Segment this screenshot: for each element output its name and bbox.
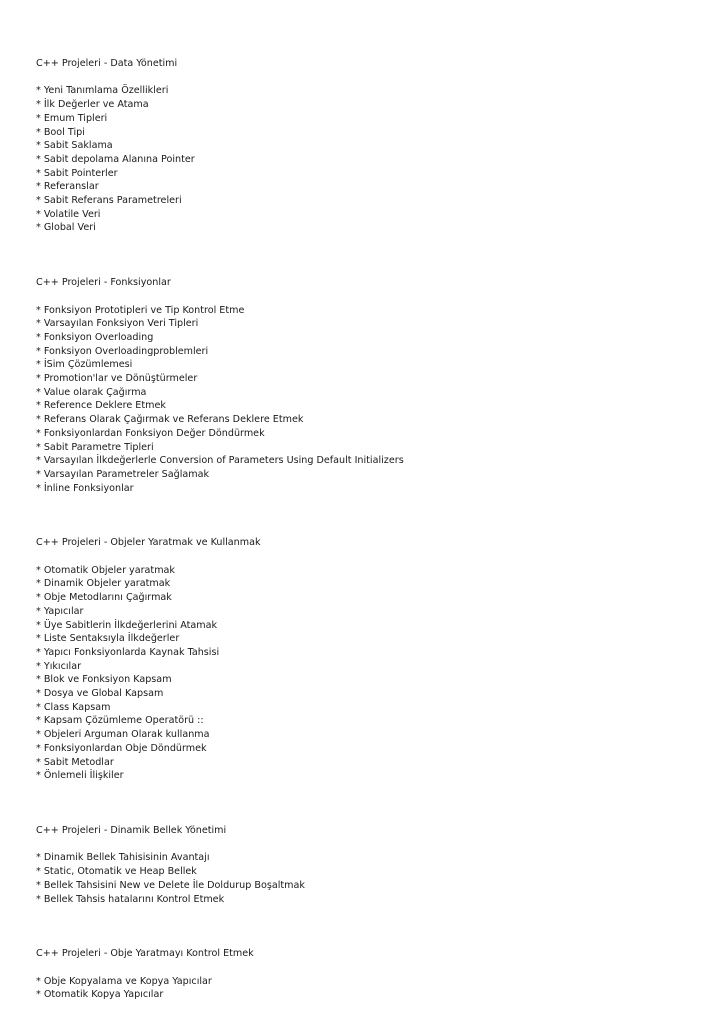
list-item: * Referanslar — [36, 181, 99, 193]
list-item: * Class Kapsam — [36, 701, 111, 713]
list-item: * Objeleri Arguman Olarak kullanma — [36, 729, 210, 741]
list-item: * Sabit depolama Alanına Pointer — [36, 153, 195, 165]
list-item: * Global Veri — [36, 222, 96, 234]
list-item: * Dinamik Objeler yaratmak — [36, 578, 171, 590]
list-item: * Varsayılan Parametreler Sağlamak — [36, 468, 210, 480]
list-item: * Fonksiyonlardan Obje Döndürmek — [36, 742, 207, 754]
list-item: * Üye Sabitlerin İlkdeğerlerini Atamak — [36, 619, 218, 631]
list-item: * Otomatik Kopya Yapıcılar — [36, 989, 164, 1001]
section-dynamic-memory — [36, 824, 708, 906]
list-item: * Fonksiyon Overloading — [36, 331, 154, 343]
document-body — [36, 57, 708, 1002]
list-item: * Varsayılan İlkdeğerlerle Conversion of Parameters Using Default Initializers — [36, 455, 404, 467]
list-item: * İnline Fonksiyonlar — [36, 482, 134, 494]
list-item: * Yıkıcılar — [36, 660, 82, 672]
list-item: * Referans Olarak Çağırmak ve Referans Deklere Etmek — [36, 414, 304, 426]
list-item: * Dosya ve Global Kapsam — [36, 688, 164, 700]
section-title: C++ Projeleri - Dinamik Bellek Yönetimi — [36, 825, 227, 836]
list-item: * Sabit Parametre Tipleri — [36, 441, 154, 453]
section-title: C++ Projeleri - Objeler Yaratmak ve Kullanmak — [36, 537, 261, 549]
topic-list — [36, 975, 708, 1002]
list-item: * Bellek Tahsisini New ve Delete İle Doldurup Boşaltmak — [36, 879, 305, 891]
list-item: * Obje Metodlarını Çağırmak — [36, 592, 172, 604]
list-item: * İSim Çözümlemesi — [36, 359, 133, 371]
section-data-management — [36, 57, 708, 235]
topic-list — [36, 851, 708, 906]
list-item: * Yapıcı Fonksiyonlarda Kaynak Tahsisi — [36, 646, 220, 658]
list-item: * Fonksiyonlardan Fonksiyon Değer Döndürmek — [36, 427, 265, 439]
topic-list — [36, 84, 708, 235]
list-item: * Blok ve Fonksiyon Kapsam — [36, 674, 172, 686]
list-item: * Fonksiyon Overloadingproblemleri — [36, 345, 209, 357]
list-item: * Varsayılan Fonksiyon Veri Tipleri — [36, 318, 199, 330]
list-item: * Fonksiyon Prototipleri ve Tip Kontrol Etme — [36, 304, 245, 316]
topic-list — [36, 304, 708, 496]
section-title: C++ Projeleri - Obje Yaratmayı Kontrol Etmek — [36, 948, 254, 960]
list-item: * Value olarak Çağırma — [36, 386, 147, 398]
list-item: * Yapıcılar — [36, 605, 84, 617]
section-objects — [36, 536, 708, 783]
list-item: * Sabit Saklama — [36, 140, 113, 152]
list-item: * Sabit Metodlar — [36, 756, 114, 768]
list-item: * Promotion'lar ve Dönüştürmeler — [36, 373, 198, 385]
section-spacer — [36, 906, 708, 947]
list-item: * Kapsam Çözümleme Operatörü :: — [36, 715, 204, 727]
list-item: * İlk Değerler ve Atama — [36, 99, 149, 111]
list-item: * Bool Tipi — [36, 126, 85, 138]
list-item: * Static, Otomatik ve Heap Bellek — [36, 866, 197, 878]
list-item: * Liste Sentaksıyla İlkdeğerler — [36, 633, 180, 645]
list-item: * Volatile Veri — [36, 208, 101, 220]
list-item: * Reference Deklere Etmek — [36, 400, 166, 412]
list-item: * Bellek Tahsis hatalarını Kontrol Etmek — [36, 893, 225, 905]
section-title: C++ Projeleri - Data Yönetimi — [36, 58, 178, 69]
section-title: C++ Projeleri - Fonksiyonlar — [36, 277, 171, 289]
section-spacer — [36, 495, 708, 536]
section-object-creation-control — [36, 947, 708, 1002]
section-spacer — [36, 235, 708, 276]
section-functions — [36, 276, 708, 495]
list-item: * Sabit Pointerler — [36, 167, 118, 179]
section-spacer — [36, 783, 708, 824]
list-item: * Sabit Referans Parametreleri — [36, 195, 182, 207]
list-item: * Yeni Tanımlama Özellikleri — [36, 85, 169, 97]
list-item: * Emum Tipleri — [36, 112, 108, 124]
list-item: * Otomatik Objeler yaratmak — [36, 564, 175, 576]
topic-list — [36, 564, 708, 783]
list-item: * Önlemeli İlişkiler — [36, 770, 124, 782]
list-item: * Obje Kopyalama ve Kopya Yapıcılar — [36, 975, 212, 987]
list-item: * Dinamik Bellek Tahisisinin Avantajı — [36, 852, 210, 864]
